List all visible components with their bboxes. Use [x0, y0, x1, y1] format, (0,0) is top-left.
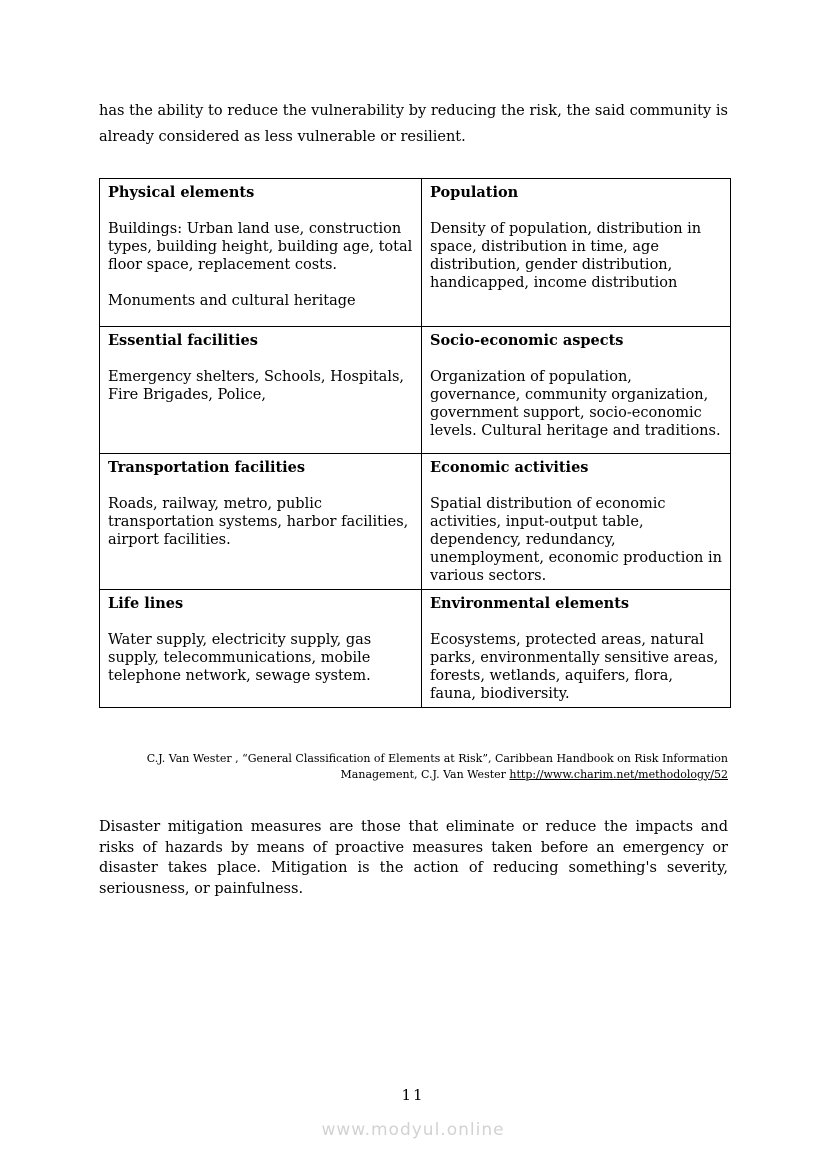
table-row — [100, 179, 731, 327]
cell-body: Buildings: Urban land use, construction types, building height, building age, total floor space, replacement costs. — [108, 221, 413, 273]
cell-heading: Transportation facilities — [108, 459, 306, 476]
cell-heading: Economic activities — [430, 459, 589, 476]
table-cell-transportation-facilities — [100, 454, 422, 590]
cell-body: Spatial distribution of economic activities, input-output table, dependency, redundancy, unemployment, economic production in various sectors. — [430, 496, 722, 584]
table-row — [100, 327, 731, 454]
table-cell-essential-facilities — [100, 327, 422, 454]
page-content — [0, 98, 826, 899]
mitigation-paragraph: Disaster mitigation measures are those that eliminate or reduce the impacts and risks of hazards by means of proactive measures taken before an emergency or disaster takes place. Mitigation is the action of reducing something's severity, seriousness, or painfulness. — [99, 819, 728, 897]
table-cell-environmental-elements — [422, 590, 731, 708]
table-cell-socio-economic-aspects — [422, 327, 731, 454]
cell-heading: Environmental elements — [430, 595, 630, 612]
cell-body: Monuments and cultural heritage — [108, 293, 356, 309]
page-number: 11 — [401, 1086, 425, 1104]
elements-at-risk-table — [99, 178, 731, 708]
cell-heading: Essential facilities — [108, 332, 258, 349]
table-cell-population — [422, 179, 731, 327]
table-cell-economic-activities — [422, 454, 731, 590]
citation-text: C.J. Van Wester , “General Classification of Elements at Risk”, Caribbean Handbook on Risk Information Management, C.J. Van Wester — [146, 752, 728, 781]
cell-body: Ecosystems, protected areas, natural parks, environmentally sensitive areas, forests, wetlands, aquifers, flora, fauna, biodiversity. — [430, 632, 719, 702]
cell-body: Emergency shelters, Schools, Hospitals, Fire Brigades, Police, — [108, 369, 405, 403]
cell-heading: Socio-economic aspects — [430, 332, 624, 349]
cell-heading: Population — [430, 184, 519, 201]
citation — [139, 751, 728, 782]
table-cell-life-lines — [100, 590, 422, 708]
cell-heading: Physical elements — [108, 184, 255, 201]
citation-link[interactable]: http://www.charim.net/methodology/52 — [509, 767, 728, 781]
cell-body: Water supply, electricity supply, gas supply, telecommunications, mobile telephone network, sewage system. — [108, 632, 372, 684]
watermark: www.modyul.online — [321, 1120, 505, 1140]
cell-body: Organization of population, governance, community organization, government support, socio-economic levels. Cultural heritage and traditions. — [430, 369, 721, 439]
intro-paragraph: has the ability to reduce the vulnerability by reducing the risk, the said community is already considered as less vulnerable or resilient. — [99, 103, 728, 145]
table-row — [100, 454, 731, 590]
table-cell-physical-elements — [100, 179, 422, 327]
cell-body: Density of population, distribution in space, distribution in time, age distribution, gender distribution, handicapped, income distribution — [430, 221, 702, 291]
cell-body: Roads, railway, metro, public transportation systems, harbor facilities, airport facilities. — [108, 496, 409, 548]
table-row — [100, 590, 731, 708]
cell-heading: Life lines — [108, 595, 184, 612]
